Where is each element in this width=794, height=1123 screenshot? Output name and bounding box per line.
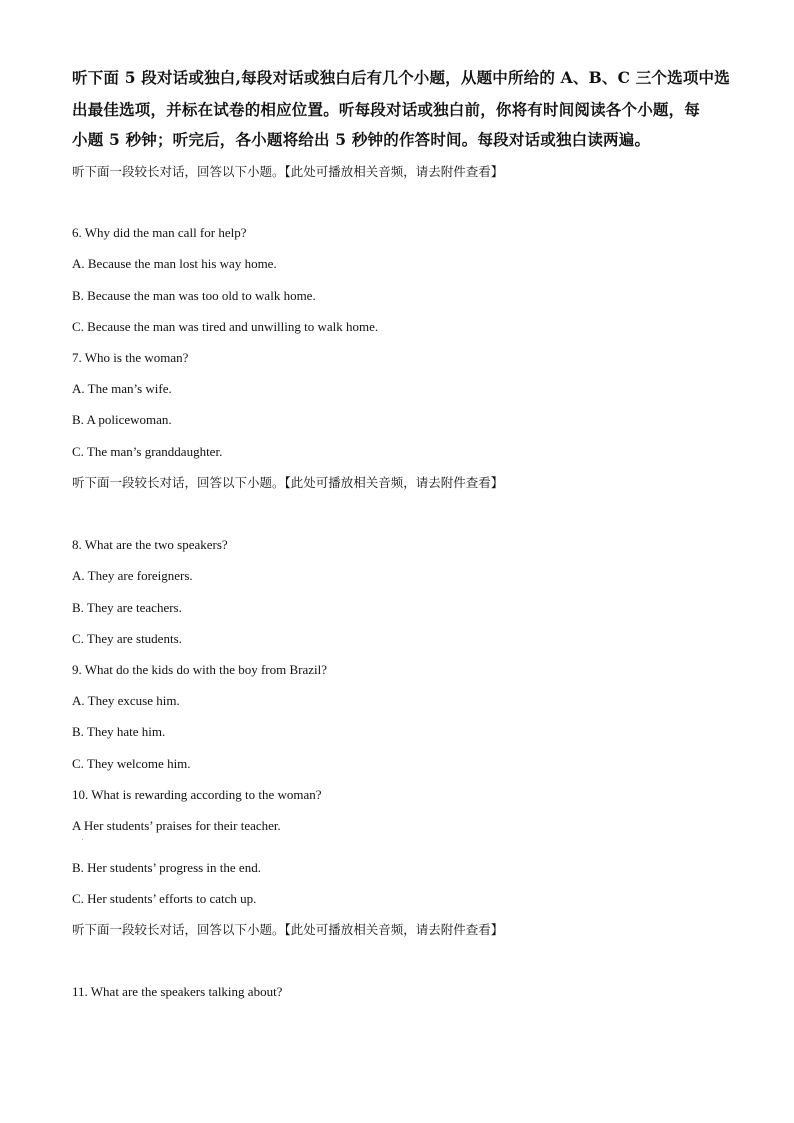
question-stem: 9. What do the kids do with the boy from Brazil? xyxy=(72,662,328,677)
audio-prompt: 听下面一段较长对话，回答以下小题。【此处可播放相关音频，请去附件查看】 xyxy=(72,475,504,490)
option-a: A. Because the man lost his way home. xyxy=(72,256,277,271)
option-a: A. The man’s wife. xyxy=(72,381,172,396)
question-stem: 7. Who is the woman? xyxy=(72,350,189,365)
option-a: A. They are foreigners. xyxy=(72,568,193,583)
option-b: B. They are teachers. xyxy=(72,600,182,615)
instruction-line-1: 听下面 5 段对话或独白,每段对话或独白后有几个小题，从题中所给的 A、B、C 三个选项中选 xyxy=(72,68,730,87)
question-stem: 11. What are the speakers talking about? xyxy=(72,984,283,999)
instruction-line-3: 小题 5 秒钟；听完后，各小题将给出 5 秒钟的作答时间。每段对话或独白读两遍。 xyxy=(72,130,651,149)
question-stem: 6. Why did the man call for help? xyxy=(72,225,247,240)
question-stem: 8. What are the two speakers? xyxy=(72,537,228,552)
question-stem: 10. What is rewarding according to the woman? xyxy=(72,787,322,802)
option-c: C. Her students’ efforts to catch up. xyxy=(72,891,257,906)
option-b: B. They hate him. xyxy=(72,724,166,739)
option-b: B. Because the man was too old to walk home. xyxy=(72,288,316,303)
option-b: B. A policewoman. xyxy=(72,412,172,427)
option-c: C. Because the man was tired and unwilling to walk home. xyxy=(72,319,379,334)
option-b: B. Her students’ progress in the end. xyxy=(72,860,261,875)
audio-prompt: 听下面一段较长对话，回答以下小题。【此处可播放相关音频，请去附件查看】 xyxy=(72,922,504,937)
option-a: A Her students’ praises for their teacher. xyxy=(72,818,281,833)
audio-prompt: 听下面一段较长对话，回答以下小题。【此处可播放相关音频，请去附件查看】 xyxy=(72,164,504,179)
instruction-line-2: 出最佳选项，并标在试卷的相应位置。听每段对话或独白前，你将有时间阅读各个小题，每 xyxy=(72,100,701,119)
option-c: C. They are students. xyxy=(72,631,182,646)
option-a: A. They excuse him. xyxy=(72,693,180,708)
option-c: C. The man’s granddaughter. xyxy=(72,444,223,459)
stray-dot: . xyxy=(82,836,84,842)
option-c: C. They welcome him. xyxy=(72,756,191,771)
